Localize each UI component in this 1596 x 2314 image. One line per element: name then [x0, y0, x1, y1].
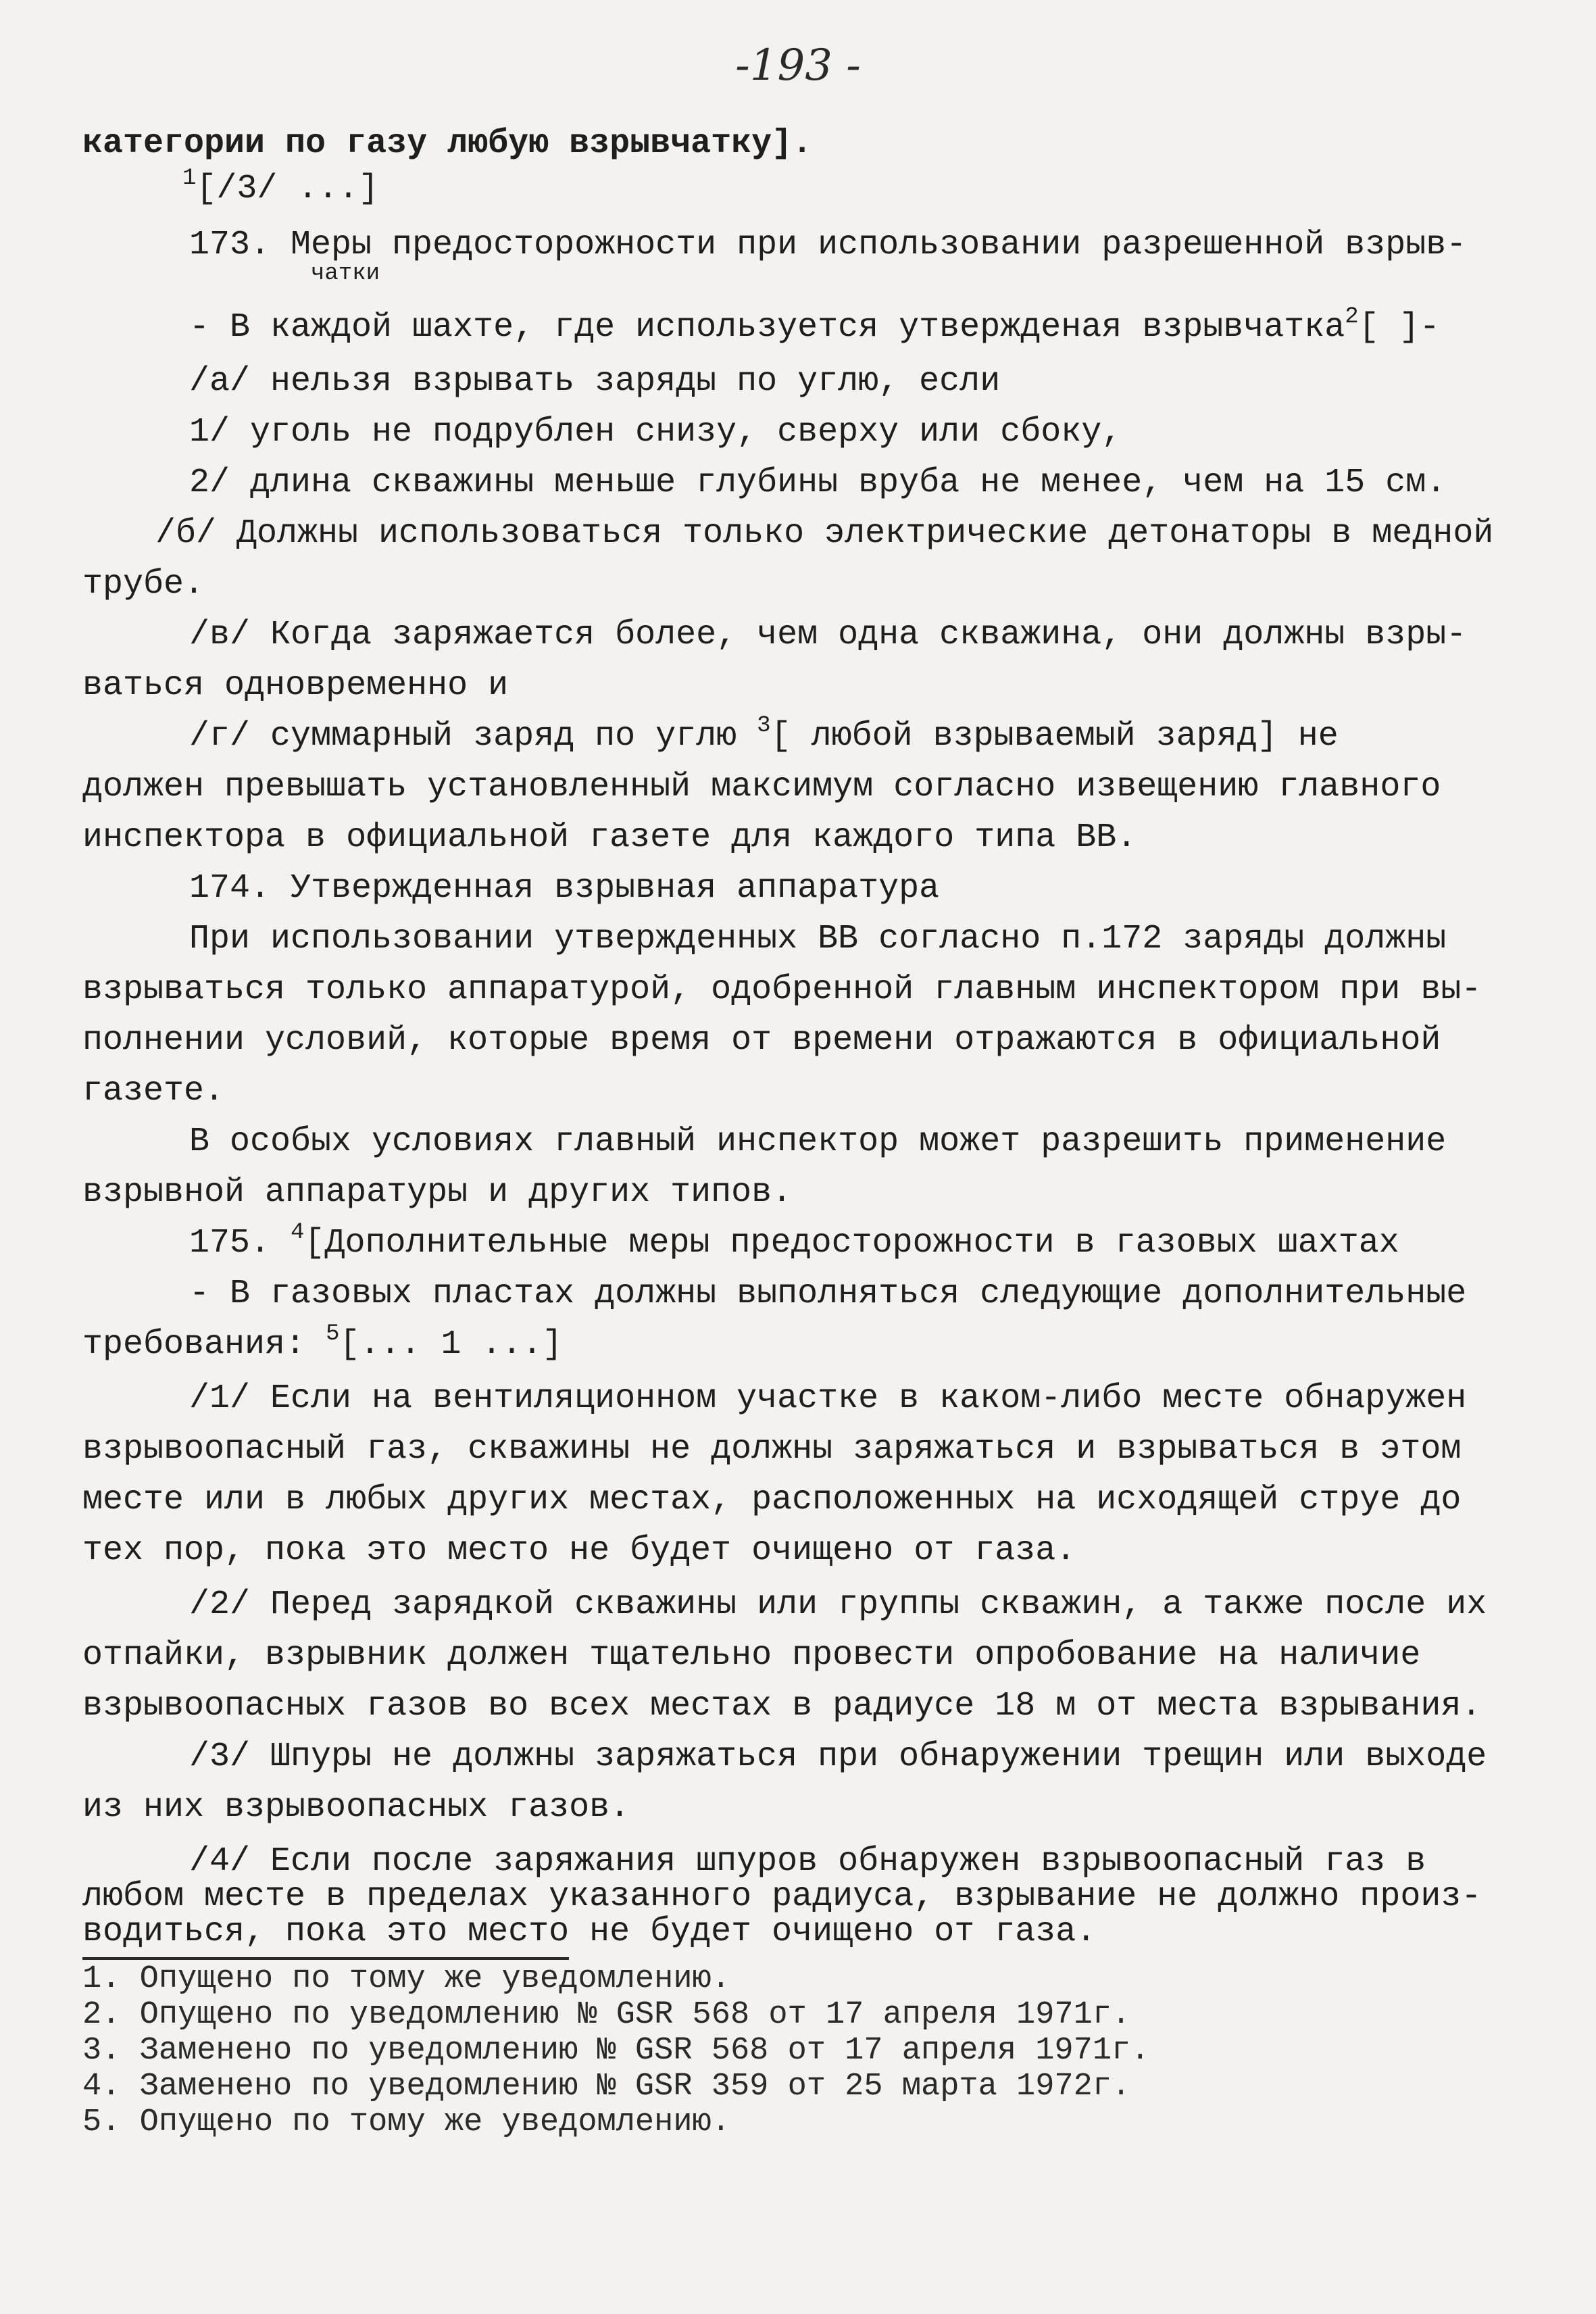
text-line: [189, 304, 1440, 347]
text-line: /в/ Когда заряжается более, чем одна скважина, они должны взры-: [189, 616, 1467, 654]
text-line: месте или в любых других местах, расположенных на исходящей струе до: [82, 1481, 1462, 1519]
text-fragment: - В каждой шахте, где используется утвержденая взрывчатка: [189, 308, 1345, 347]
text-line: инспектора в официальной газете для каждого типа ВВ.: [82, 818, 1137, 857]
text-line: тех пор, пока это место не будет очищено от газа.: [82, 1531, 1076, 1570]
text-line: /б/ Должны использоваться только электрические детонаторы в медной: [155, 514, 1494, 553]
text-line: [189, 713, 1339, 756]
text-line: [82, 1321, 563, 1364]
text-line: любом месте в пределах указанного радиуса, взрывание не должно произ-: [82, 1877, 1482, 1916]
footnote: 5. Опущено по тому же уведомлению.: [82, 2104, 730, 2140]
text-fragment: [Дополнительные меры предосторожности в газовых шахтах: [304, 1224, 1399, 1262]
footnote-mark: 5: [326, 1321, 340, 1347]
text-line: водиться, пока это место не будет очищено от газа.: [82, 1913, 1097, 1951]
text-line: При использовании утвержденных ВВ согласно п.172 заряды должны: [189, 920, 1447, 958]
text-line: /2/ Перед зарядкой скважины или группы скважин, а также после их: [189, 1585, 1487, 1624]
text-line: /1/ Если на вентиляционном участке в каком-либо месте обнаружен: [189, 1379, 1467, 1418]
text-line: газете.: [82, 1072, 225, 1110]
text-line: полнении условий, которые время от времени отражаются в официальной: [82, 1021, 1441, 1060]
section-heading: 174. Утвержденная взрывная аппаратура: [189, 869, 940, 908]
text-fragment: [ ]-: [1358, 308, 1440, 347]
text-line: из них взрывоопасных газов.: [82, 1788, 630, 1827]
footnote: 4. Заменено по уведомлению № GSR 359 от 25 марта 1972г.: [82, 2069, 1131, 2104]
footnote-mark: 3: [757, 713, 771, 739]
text-line: взрывоопасных газов во всех местах в радиусе 18 м от места взрывания.: [82, 1687, 1482, 1725]
footnote: 1. Опущено по тому же уведомлению.: [82, 1961, 730, 1997]
text-line: отпайки, взрывник должен тщательно провести опробование на наличие: [82, 1636, 1421, 1675]
text-fragment: требования:: [82, 1325, 306, 1364]
text-fragment: /г/ суммарный заряд по углю: [189, 717, 737, 756]
text-line: В особых условиях главный инспектор может разрешить применение: [189, 1123, 1447, 1161]
text-fragment: [ любой взрываемый заряд] не: [770, 717, 1339, 756]
text-line: 1/ уголь не подрублен снизу, сверху или сбоку,: [189, 413, 1122, 451]
text-line: /4/ Если после заряжания шпуров обнаружен взрывоопасный газ в: [189, 1842, 1426, 1881]
footnote-mark: 4: [291, 1220, 305, 1246]
page-number: -193 -: [735, 41, 861, 91]
text-fragment: 175.: [189, 1224, 271, 1262]
omission-mark: [... 1 ...]: [339, 1325, 563, 1364]
text-line: взрывной аппаратуры и других типов.: [82, 1173, 793, 1212]
text-line: 2/ длина скважины меньше глубины вруба не менее, чем на 15 см.: [189, 464, 1447, 502]
text-line: должен превышать установленный максимум согласно извещению главного: [82, 768, 1441, 806]
footnote-mark: 2: [1345, 304, 1359, 330]
footnote-separator: [82, 1957, 569, 1960]
section-heading: 173. Меры предосторожности при использовании разрешенной взрыв-: [189, 226, 1467, 264]
text-line: категории по газу любую взрывчатку].: [82, 124, 813, 163]
text-line: /3/ Шпуры не должны заряжаться при обнаружении трещин или выходе: [189, 1738, 1487, 1776]
text-line: чатки: [311, 261, 380, 287]
text-line: взрывоопасный газ, скважины не должны заряжаться и взрываться в этом: [82, 1430, 1462, 1469]
text-line: [182, 166, 379, 208]
text-line: трубе.: [82, 565, 205, 604]
text-line: взрываться только аппаратурой, одобренной главным инспектором при вы-: [82, 970, 1482, 1009]
text-line: ваться одновременно и: [82, 666, 509, 705]
section-heading: [189, 1220, 1399, 1262]
omission-mark: [/3/ ...]: [196, 170, 379, 208]
footnote: 3. Заменено по уведомлению № GSR 568 от 17 апреля 1971г.: [82, 2033, 1150, 2069]
text-line: /а/ нельзя взрывать заряды по углю, если: [189, 362, 1001, 401]
footnote: 2. Опущено по уведомлению № GSR 568 от 17 апреля 1971г.: [82, 1997, 1131, 2033]
footnote-mark: 1: [182, 166, 197, 191]
text-line: - В газовых пластах должны выполняться следующие дополнительные: [189, 1275, 1467, 1313]
